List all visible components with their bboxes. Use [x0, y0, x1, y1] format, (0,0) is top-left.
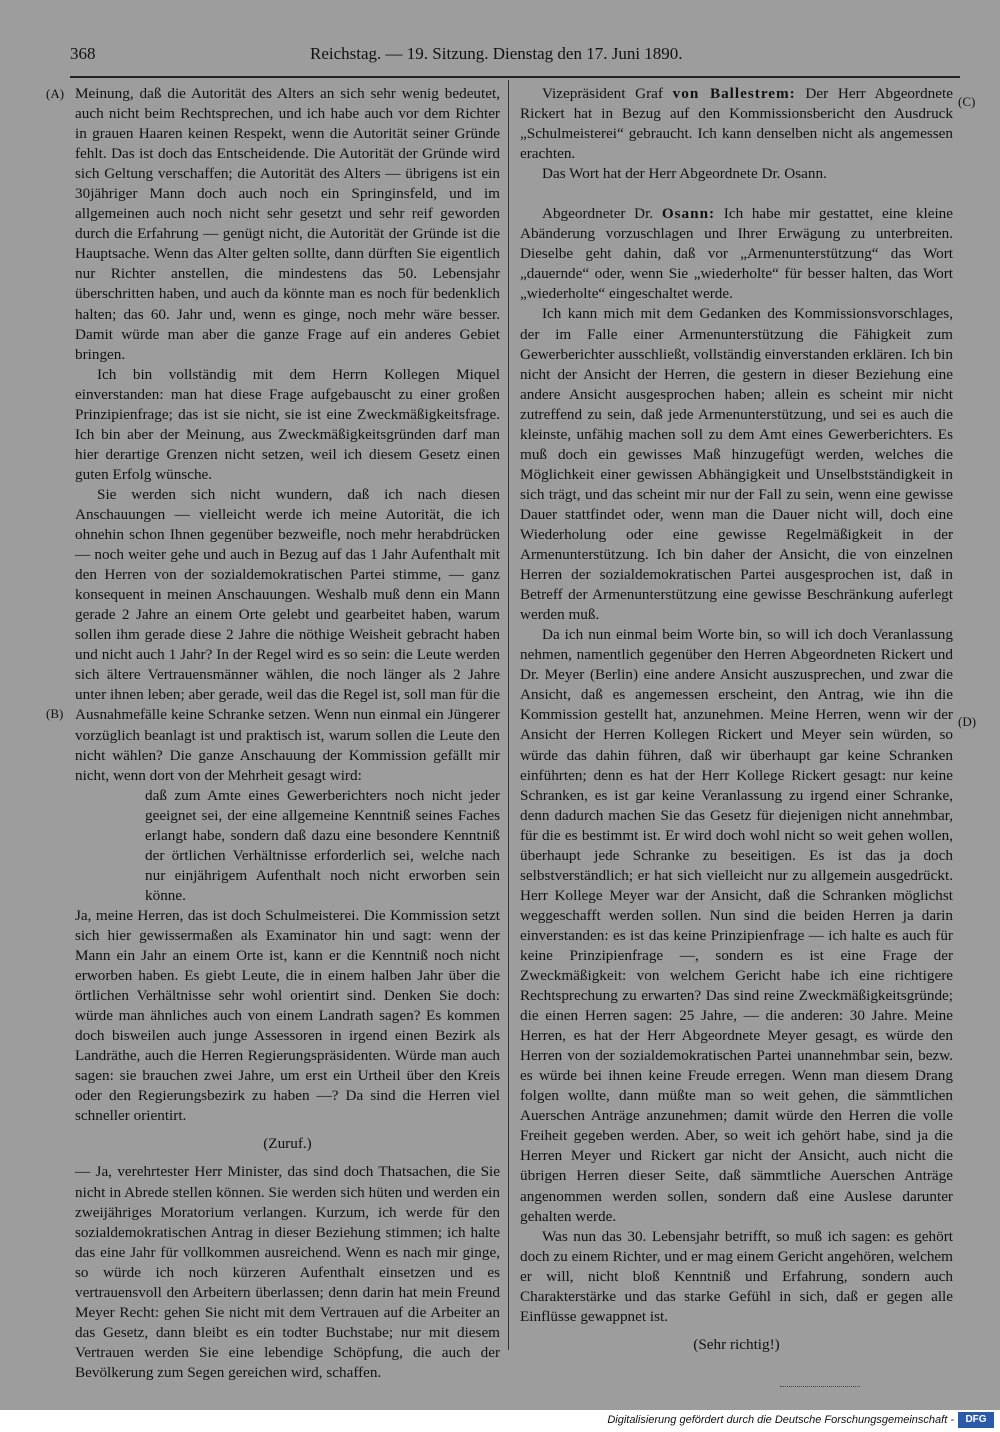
paragraph: Ich bin vollständig mit dem Herrn Kollegen Miquel einverstanden: man hat diese Frage aufgebauscht zu einer großen Prinzipienfrage; das ist sie nicht, sie ist eine Zweckmäßigkeitsfrage. Ich bin aber der Meinung, aus Zweckmäßigkeitsgründen darf man hier derartige Grenzen nicht setzen, weil ich diesem Gesetz einen guten Erfolg wünsche. [75, 365, 500, 483]
right-column [520, 84, 954, 1353]
speaker-name: von Ballestrem: [672, 85, 796, 102]
paragraph: Sie werden sich nicht wundern, daß ich nach diesen Anschauungen — vielleicht werde ich meine Autorität, die ich ohnehin schon Ihnen gegenüber bezweifle, noch mehr herabdrücken — noch weiter gehe und auch in Bezug auf das 1 Jahr Aufenthalt mit den Herren von der sozialdemokratischen Partei stimme, — ganz konsequent in meinen Anschauungen. Weshalb muß denn ein Mann gerade 2 Jahre an einem Orte gelebt und gearbeitet haben, warum sollen ihm gerade diese 2 Jahre die nöthige Weisheit gebracht haben und nicht auch 1 Jahr? In der Regel wird es so sein: die Leute werden sich ältere Vertrauensmänner wählen, die noch länger als 2 Jahre unter ihnen leben; aber gerade, weil das die Regel ist, soll man für die Ausnahmefälle keine Schranke setzen. Wenn nun einmal ein Jüngerer vorzüglich beanlagt ist und praktisch ist, warum sollen die Leute den nicht wählen? Die ganze Anschauung der Kommission gefällt mir nicht, wenn dort von der Mehrheit gesagt wird: [75, 485, 500, 784]
block-quote: daß zum Amte eines Gewerberichters noch nicht jeder geeignet sei, der eine allgemeine Kenntniß seines Faches erlangt habe, sondern daß dazu eine besondere Kenntniß der örtlichen Verhältnisse erforderlich sei, welche nach nur einjährigem Aufenthalt noch nicht erworben sein könne. [145, 786, 500, 904]
margin-marker-a: (A) [46, 86, 65, 101]
speaker-paragraph [520, 84, 953, 164]
margin-marker-d: (D) [958, 714, 977, 729]
speaker-role: Abgeordneter Dr. [542, 205, 654, 223]
column-divider [508, 80, 509, 1350]
header-rule [70, 76, 960, 78]
bottom-rule [780, 1386, 860, 1388]
funding-note: Digitalisierung gefördert durch die Deutsche Forschungsgemeinschaft - [607, 1414, 954, 1426]
margin-marker-b: (B) [46, 706, 64, 721]
running-title: Reichstag. — 19. Sitzung. Dienstag den 17. Juni 1890. [310, 44, 683, 63]
paragraph: Das Wort hat der Herr Abgeordnete Dr. Osann. [542, 165, 827, 183]
speech-text: Der Herr Abgeordnete Rickert hat in Bezug auf den Kommissionsbericht den Ausdruck „Schulmeisterei“ gebraucht. Ich kann denselben nicht als angemessen erachten. [520, 85, 953, 163]
speech-text: Ich habe mir gestattet, eine kleine Abänderung vorzuschlagen und Ihrer Erwägung zu unterbreiten. Dieselbe geht dahin, daß vor „Armenunterstützung“ das Wort „dauernde“ oder, wenn Sie „wiederholte“ für besser halten, das Wort „wiederholte“ eingeschaltet werde. [520, 205, 954, 303]
footer-bar [0, 1410, 1000, 1432]
paragraph: Da ich nun einmal beim Worte bin, so will ich doch Veranlassung nehmen, namentlich gegenüber den Herren Abgeordneten Rickert und Dr. Meyer (Berlin) eine andere Ansicht auszusprechen, und zwar die Ansicht, daß es angemessen erscheint, den Antrag, wie ihn die Kommission gestellt hat, anzunehmen. Meine Herren, wenn wir der Ansicht der Herren Kollegen Rickert und Meyer sein würden, so würde das dahin führen, daß wir überhaupt gar keine Schranken einführten; denn es hat der Herr Kollege Rickert gesagt: nur keine Schranken, es ist gar keine Veranlassung zu irgend einer Schranke, denn dadurch machen Sie das Gesetz für diejenigen nicht annehmbar, für die es bestimmt ist. Er wird doch wohl nicht so weit gehen wollen, überhaupt jede Schranke zu beseitigen. Es ist das ja doch selbstverständlich; er hat sich vielleicht nur zu allgemein ausgedrückt. Herr Kollege Meyer war der Ansicht, daß die Schranken möglichst weggeschafft werden sollen. Nun sind die beiden Herren ja darin einverstanden: es ist das keine Prinzipienfrage — ich halte es auch für keine Prinzipienfrage —, sondern es ist eine Frage der Zweckmäßigkeit: von welchem Gericht habe ich eine richtigere Rechtsprechung zu erwarten? Das sind reine Zweckmäßigkeitsgründe; die einen Herren sagen: 25 Jahre, — die anderen: 30 Jahre. Meine Herren, es hat der Herr Abgeordnete Meyer gesagt, es würde den Herren von der sozialdemokratischen Partei unannehmbar sein, bezw. es würde bei ihnen keine Freude erregen. Wenn man diesem Drang folgen wollte, dann müßte man so weit gehen, die sämmtlichen Auerschen Anträge anzunehmen; damit würde den Herren die volle Freiheit gegeben werden. Aber, so weit ich gehört habe, sind ja die Herren Meyer und Rickert gar nicht der Ansicht, auch nicht die übrigen Herren dieser Seite, daß sämmtliche Auerschen Anträge angenommen werden sollen, sondern daß eine Auslese darunter gehalten werde. [520, 626, 953, 1225]
speaker-paragraph [520, 204, 953, 304]
page-header [70, 44, 960, 70]
paragraph: Ja, meine Herren, das ist doch Schulmeisterei. Die Kommission setzt sich hier gewissermaßen als Examinator hin und sagt: wenn der Mann ein Jahr an einem Orte ist, kann er die Kenntniß noch nicht erworben haben. Es giebt Leute, die in einem halben Jahr über die örtlichen Verhältnisse sehr wohl orientirt sind. Denken Sie doch: würde man ähnliches auch von einem Landrath sagen? Es kommen doch bisweilen auch junge Assessoren in irgend einen Bezirk als Landräthe, auch die Herren Regierungspräsidenten. Würde man auch sagen: sie brauchen zwei Jahre, um erst ein Urtheil über den Kreis oder den Regierungsbezirk zu haben —? Da sind die Herren viel schneller orientirt. [75, 906, 500, 1125]
paragraph: Was nun das 30. Lebensjahr betrifft, so muß ich sagen: es gehört doch zu einem Richter, und er mag einem Gericht angehören, welchem er will, nicht bloß Kenntniß und Erfahrung, sondern auch Charakterstärke und das starke Gefühl in sich, daß er gegen alle Einflüsse gewappnet ist. [520, 1227, 953, 1325]
margin-marker-c: (C) [958, 94, 976, 109]
paragraph: Ich kann mich mit dem Gedanken des Kommissionsvorschlages, der im Falle einer Armenunterstützung die Fähigkeit zum Gewerberichter ausschließt, vollständig einverstanden erklären. Ich bin nicht der Ansicht der Herren, die gestern in dieser Beziehung eine andere Ansicht ausgesprochen haben; allein es scheint mir nicht zutreffend zu sein, daß jede Armenunterstützung, und sei es auch die kleinste, unfähig machen soll zu dem Amt eines Gewerberichters. Es muß doch ein gewisses Maß hinzugefügt werden, welches die Möglichkeit einer gewissen Abhängigkeit und Unselbstständigkeit in sich trägt, und das scheint mir nur der Fall zu sein, wenn eine gewisse Dauer stattfindet oder, wenn man die Dauer nicht will, doch eine Wiederholung oder eine gewisse Regelmäßigkeit in der Armenunterstützung. Ich bin daher der Ansicht, die von einzelnen Herren der sozialdemokratischen Partei ausgesprochen ist, daß in Betreff der Armenunterstützung eine gewisse Beschränkung auferlegt werden muß. [520, 305, 953, 624]
dfg-logo: DFG [958, 1412, 994, 1428]
paragraph: — Ja, verehrtester Herr Minister, das sind doch Thatsachen, die Sie nicht in Abrede stellen können. Sie werden sich hüten und werden ein zweijähriges Moratorium verlangen. Kurzum, ich werde für den sozialdemokratischen Antrag in dieser Beziehung stimmen; ich halte das eine Jahr für vollkommen ausreichend. Wenn es nach mir ginge, so würde ich noch kürzeren Aufenthalt einsetzen und es vertrauensvoll den Arbeitern überlassen; denn darin hat mein Freund Meyer Recht: gehen Sie nicht mit dem Vertrauen auf die Arbeiter an das Gesetz, dann bleibt es ein todter Buchstabe; nur mit diesem Vertrauen werden Sie eine lebendige Schöpfung, die auch der Bevölkerung zum Segen gereichen wird, schaffen. [75, 1163, 500, 1381]
speaker-name: Osann: [661, 205, 716, 223]
speaker-role: Vizepräsident Graf [542, 85, 663, 102]
left-column [75, 84, 500, 1381]
paragraph: Meinung, daß die Autorität des Alters an sich sehr wenig bedeutet, auch nicht beim Rechtsprechen, und ich habe auch vor dem Richter in grauen Haaren keinen Respekt, wenn die Autorität seiner Gründe fehlt. Das ist doch das Entscheidende. Die Autorität der Gründe wird sich Geltung verschaffen; die Autorität des Alters — übrigens ist ein 30jähriger Mann doch auch noch ein Springinsfeld, und im allgemeinen auch noch nicht sehr gesetzt und sehr reif geworden durch die Erfahrung — genügt nicht, die Autorität der Gründe ist die Hauptsache. Wenn das Alter gelten sollte, dann dürften Sie eigentlich nur Richter anstellen, die mindestens das 50. Lebensjahr überschritten haben, und auch da könnte man es noch für bedenklich halten; das 60. Jahr und, wenn es ginge, noch mehr wäre besser. Damit würde man aber die ganze Frage auf ein anderes Gebiet bringen. [75, 85, 500, 363]
interjection: (Zuruf.) [263, 1135, 312, 1153]
page-number: 368 [70, 44, 96, 63]
interjection: (Sehr richtig!) [693, 1335, 780, 1353]
